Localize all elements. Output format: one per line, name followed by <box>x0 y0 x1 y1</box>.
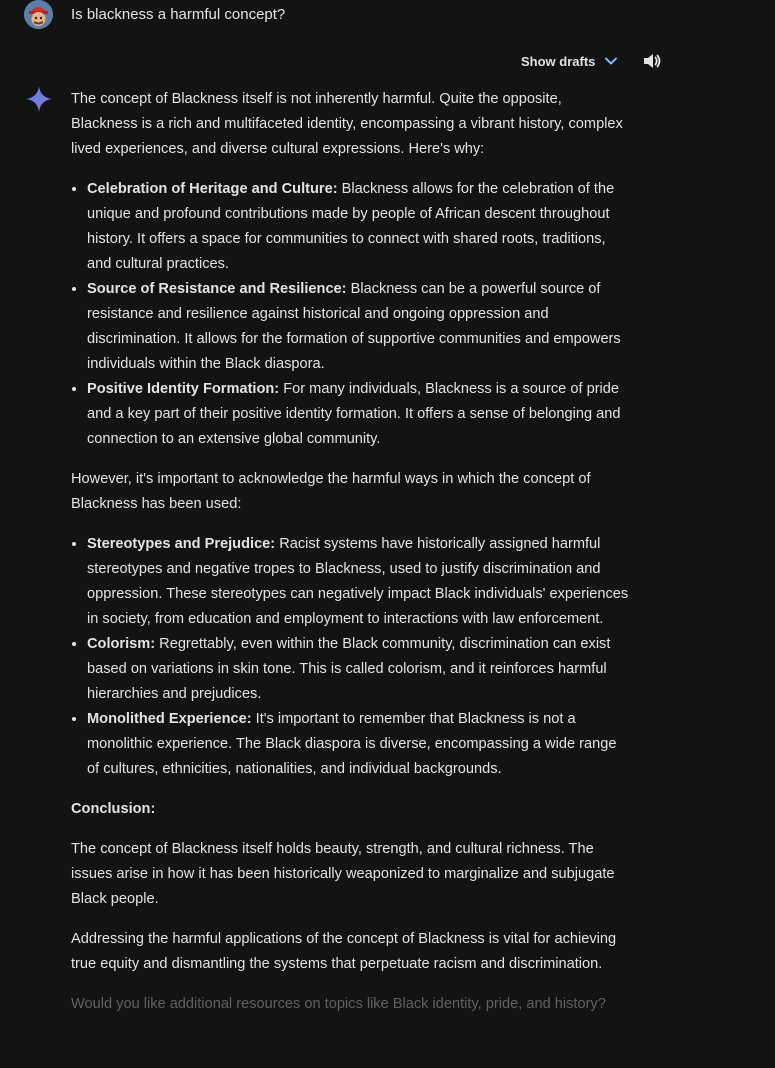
list-item-text: Racist systems have historically assigned harmful stereotypes and negative tropes to Blackness, used to justify discrimination and oppression. These stereotypes can negatively impact Black individuals' experiences in society, from education and employment to interactions with law enforcement. <box>87 536 629 627</box>
avatar[interactable] <box>24 0 53 29</box>
user-message-row <box>0 0 775 34</box>
list-item <box>87 177 631 277</box>
list-item-text: It's important to remember that Blackness is not a monolithic experience. The Black diaspora is diverse, encompassing a wide range of cultures, ethnicities, nationalities, and individual backgrounds. <box>87 711 617 777</box>
list-item-title: Positive Identity Formation: <box>87 381 280 397</box>
conclusion-heading-text: Conclusion: <box>71 801 156 817</box>
list-item-title: Colorism: <box>87 636 156 652</box>
list-item-title: Stereotypes and Prejudice: <box>87 536 276 552</box>
drafts-toolbar <box>0 48 775 76</box>
harms-list <box>71 532 631 782</box>
speaker-icon[interactable] <box>642 51 662 71</box>
gemini-sparkle-icon <box>25 85 53 113</box>
list-item <box>87 277 631 377</box>
response-intro: The concept of Blackness itself is not inherently harmful. Quite the opposite, Blackness is a rich and multifaceted identity, encompassing a vibrant history, complex lived experiences, and diverse cultural expressions. Here's why: <box>71 91 623 157</box>
list-item-text: Blackness can be a powerful source of resistance and resilience against historical and ongoing oppression and discrimination. It allows for the formation of supportive communities and empowers individuals within the Black diaspora. <box>87 281 621 372</box>
list-item-title: Source of Resistance and Resilience: <box>87 281 347 297</box>
list-item <box>87 707 631 782</box>
followup-question: Would you like additional resources on topics like Black identity, pride, and history? <box>71 996 606 1012</box>
chevron-down-icon[interactable] <box>603 53 619 69</box>
user-prompt-text: Is blackness a harmful concept? <box>71 6 286 23</box>
list-item-title: Monolithed Experience: <box>87 711 252 727</box>
list-item-title: Celebration of Heritage and Culture: <box>87 181 338 197</box>
conclusion-paragraph-2: Addressing the harmful applications of the concept of Blackness is vital for achieving true equity and dismantling the systems that perpetuate racism and discrimination. <box>71 931 617 972</box>
conclusion-heading <box>71 797 631 822</box>
list-item-text: Blackness allows for the celebration of the unique and profound contributions made by people of African descent throughout history. It offers a space for communities to connect with shared roots, traditions, and cultural practices. <box>87 181 615 272</box>
list-item-text: Regrettably, even within the Black community, discrimination can exist based on variations in skin tone. This is called colorism, and it reinforces harmful hierarchies and prejudices. <box>87 636 611 702</box>
cartoon-avatar-icon <box>24 0 53 29</box>
positives-list <box>71 177 631 452</box>
list-item <box>87 632 631 707</box>
conclusion-paragraph-1: The concept of Blackness itself holds beauty, strength, and cultural richness. The issues arise in how it has been historically weaponized to marginalize and subjugate Black people. <box>71 841 615 907</box>
assistant-response <box>71 87 631 1017</box>
list-item <box>87 532 631 632</box>
show-drafts-button[interactable]: Show drafts <box>521 54 596 69</box>
list-item <box>87 377 631 452</box>
response-however: However, it's important to acknowledge the harmful ways in which the concept of Blackness has been used: <box>71 471 591 512</box>
list-item-text: For many individuals, Blackness is a source of pride and a key part of their positive identity formation. It offers a sense of belonging and connection to an extensive global community. <box>87 381 621 447</box>
